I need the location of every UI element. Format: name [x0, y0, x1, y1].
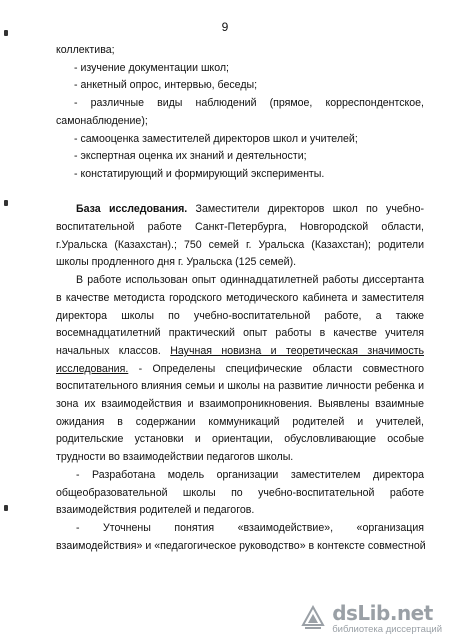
dslib-watermark [300, 600, 442, 635]
paragraph-line: родительские установки и ориентации, обусловливающие особые [56, 433, 424, 446]
text-line: самонаблюдение); [56, 114, 148, 127]
base-heading: База исследования. [76, 203, 188, 216]
dslib-logo-icon [300, 605, 326, 631]
list-item: - изучение документации школ; [74, 61, 229, 74]
paragraph-text: - Определены специфические области совместного [128, 362, 424, 375]
paragraph-line: взаимодействия родителей и педагогов. [56, 504, 255, 517]
paragraph-line: восемнадцатилетний практический опыт работы в качестве учителя [56, 327, 424, 340]
list-item: - экспертная оценка их знаний и деятельности; [74, 150, 307, 163]
base-paragraph-line: воспитательной работе Санкт-Петербурга, Новгородской области, [56, 221, 424, 234]
list-item: - констатирующий и формирующий эксперименты. [74, 167, 325, 180]
paragraph-line: - Уточнены понятия «взаимодействие», «организация [76, 521, 424, 534]
base-text: Заместители директоров школ по учебно- [187, 203, 424, 216]
paragraph-line: в качестве методиста городского методического кабинета и заместителя [56, 291, 424, 304]
paragraph-line: директора школы по учебно-воспитательной работе, а также [56, 309, 424, 322]
list-item: - самооценка заместителей директоров школ и учителей; [74, 132, 358, 145]
base-paragraph-line [56, 201, 424, 219]
scan-mark [4, 200, 8, 206]
paragraph-text: начальных классов. [56, 344, 171, 357]
document-body [56, 42, 424, 555]
base-paragraph-line: г.Уральска (Казахстан).; 750 семей г. Уральска (Казахстан); родители [56, 238, 424, 251]
paragraph-line: В работе использован опыт одиннадцатилетней работы диссертанта [76, 274, 424, 287]
page-number: 9 [221, 20, 229, 34]
paragraph-line: ожидания в содержании коммуникаций родителей и учителей, [56, 415, 424, 428]
paragraph-line: воспитательного влияния семьи и школы на развитие личности ребенка и [56, 380, 424, 393]
paragraph-line [56, 361, 424, 379]
paragraph-line [56, 343, 424, 361]
scan-mark [4, 505, 8, 511]
paragraph-line: зона их взаимодействия и взаимопроникновения. Выявлены взаимные [56, 398, 424, 411]
list-item: - анкетный опрос, интервью, беседы; [74, 79, 258, 92]
novelty-heading-cont: исследования. [56, 362, 129, 375]
novelty-heading: Научная новизна и теоретическая значимость [170, 344, 424, 357]
base-paragraph-line: школы продленного дня г. Уральска (125 семей). [56, 256, 297, 269]
scan-mark [4, 30, 8, 36]
list-item: - различные виды наблюдений (прямое, корреспондентское, [74, 97, 424, 110]
paragraph-line: взаимодействия» и «педагогическое руководство» в контексте совместной [56, 539, 426, 552]
watermark-brand: dsLib.net [332, 600, 433, 625]
paragraph-line: - Разработана модель организации заместителем директора [76, 468, 424, 481]
watermark-tagline: библиотека диссертаций [332, 623, 442, 635]
paragraph-line: трудности во взаимодействии педагогов школы. [56, 451, 294, 464]
paragraph-line: общеобразовательной школы по учебно-воспитательной работе [56, 486, 424, 499]
text-line: коллектива; [56, 44, 115, 56]
